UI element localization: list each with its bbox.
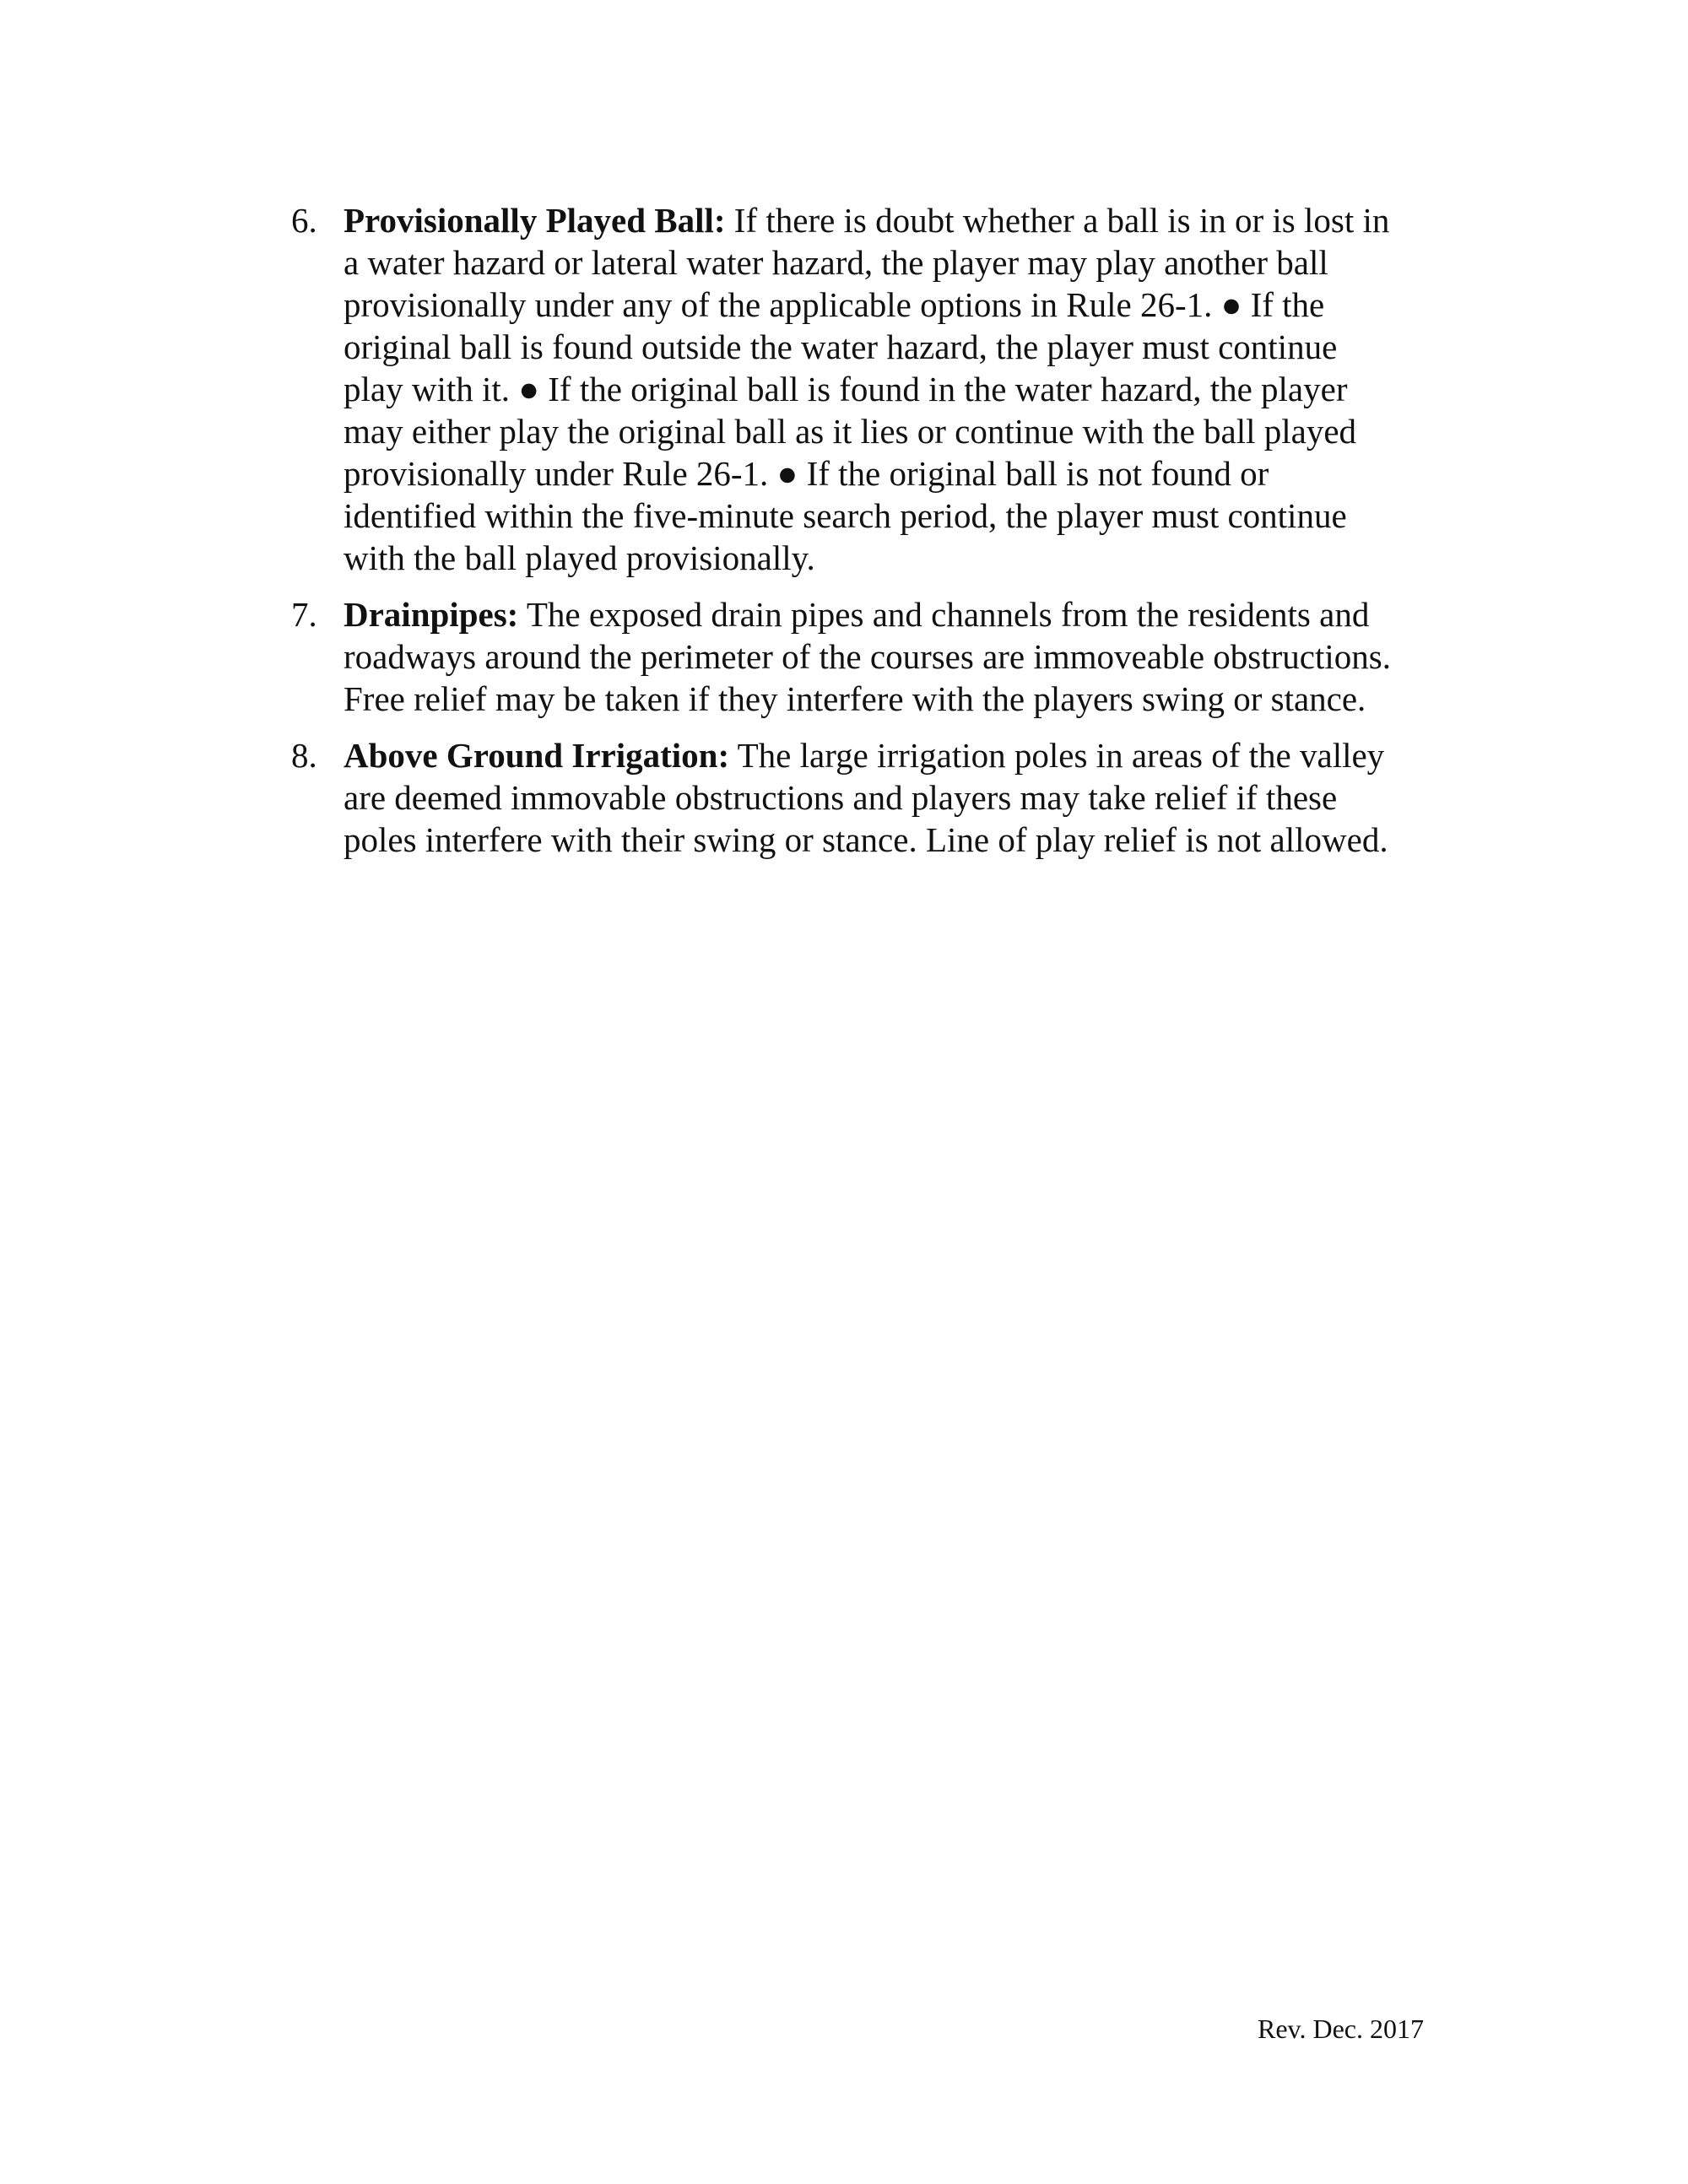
rule-text: If there is doubt whether a ball is in or is lost in [725, 201, 1390, 240]
rule-text-line: are deemed immovable obstructions and players may take relief if these [344, 778, 1338, 817]
rule-text-line: may either play the original ball as it lies or continue with the ball played [344, 412, 1357, 451]
rule-text-line: play with it. ● If the original ball is found in the water hazard, the player [344, 370, 1348, 408]
rule-title: Drainpipes: [344, 595, 519, 634]
rule-text-line: original ball is found outside the water hazard, the player must continue [344, 327, 1338, 366]
revision-date-footer: Rev. Dec. 2017 [1258, 2014, 1424, 2044]
rule-text: The large irrigation poles in areas of the valley [729, 736, 1385, 775]
local-rules-list [291, 199, 1439, 875]
rule-number: 7. [291, 595, 317, 634]
rule-text-line: provisionally under Rule 26-1. ● If the original ball is not found or [344, 454, 1269, 493]
rule-text-line: Free relief may be taken if they interfere with the players swing or stance. [344, 679, 1366, 718]
rule-title: Provisionally Played Ball: [344, 201, 726, 240]
rule-first-line [344, 593, 1439, 635]
rule-text-line: with the ball played provisionally. [344, 538, 815, 577]
rule-title: Above Ground Irrigation: [344, 736, 730, 775]
rule-first-line [344, 199, 1439, 241]
rule-text-line: poles interfere with their swing or stance. Line of play relief is not allowed. [344, 820, 1388, 859]
rule-item-above-ground-irrigation [291, 734, 1439, 861]
rule-text-line: a water hazard or lateral water hazard, the player may play another ball [344, 243, 1328, 282]
rule-number: 8. [291, 736, 317, 775]
rule-text-line: roadways around the perimeter of the courses are immoveable obstructions. [344, 637, 1391, 676]
rule-text: The exposed drain pipes and channels from the residents and [518, 595, 1370, 634]
rule-text-line: provisionally under any of the applicable options in Rule 26-1. ● If the [344, 285, 1325, 324]
rule-first-line [344, 734, 1439, 776]
rule-number: 6. [291, 201, 317, 240]
rule-item-drainpipes [291, 593, 1439, 720]
rule-text-line: identified within the five-minute search period, the player must continue [344, 496, 1347, 535]
rule-item-provisionally-played-ball [291, 199, 1439, 579]
